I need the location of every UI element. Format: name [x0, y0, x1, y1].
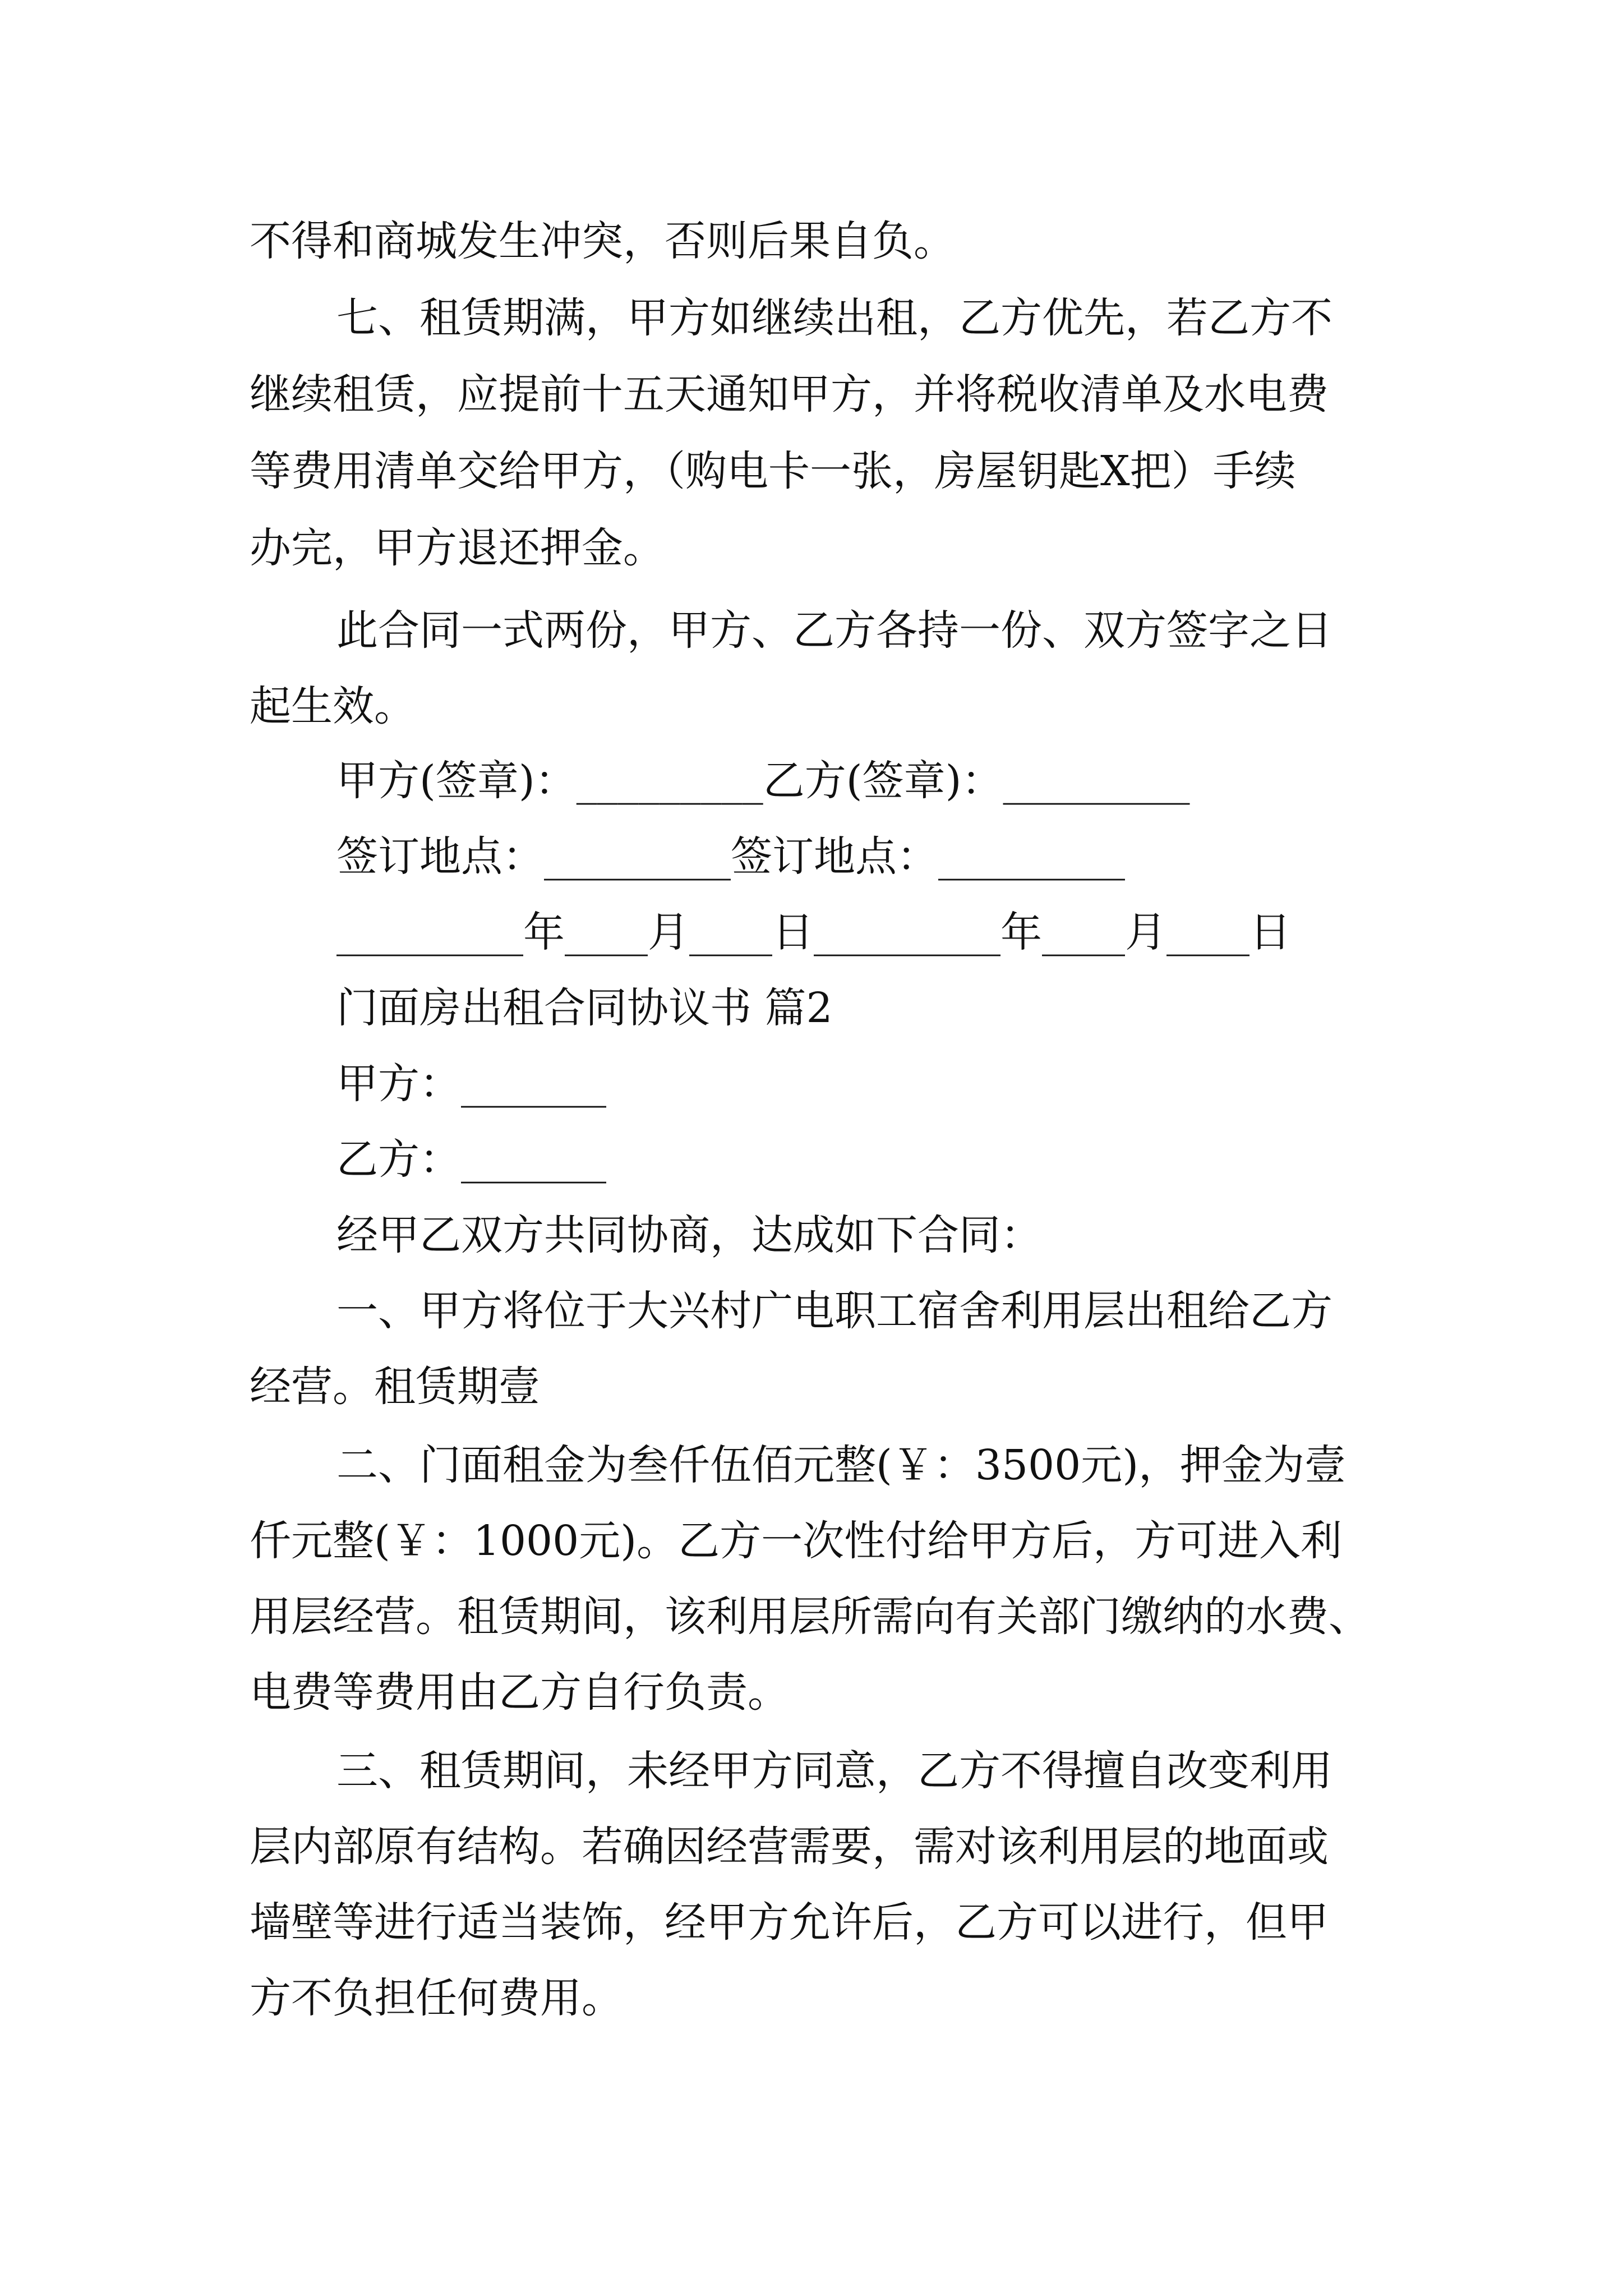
text-line: 仟元整(￥：1000元)。乙方一次性付给甲方后，方可进入利 [250, 1517, 1343, 1565]
text-line: 墙壁等进行适当装饰，经甲方允许后，乙方可以进行，但甲 [250, 1898, 1329, 1947]
text-line: 办完，甲方退还押金。 [250, 524, 665, 572]
text-line: 等费用清单交给甲方，（购电卡一张，房屋钥匙X把）手续 [250, 447, 1296, 495]
party-b-line: 乙方：_______ [336, 1135, 606, 1184]
sign-location-line: 签订地点：_________签订地点：_________ [336, 832, 1125, 881]
party-a-line: 甲方：_______ [336, 1060, 606, 1108]
section-title: 门面房出租合同协议书 篇2 [336, 984, 833, 1032]
text-line: 电费等费用由乙方自行负责。 [250, 1668, 789, 1717]
text-line: 方不负担任何费用。 [250, 1974, 623, 2022]
text-line: 经甲乙双方共同协商，达成如下合同： [336, 1211, 1042, 1259]
text-line: 层内部原有结构。若确因经营需要，需对该利用层的地面或 [250, 1823, 1329, 1871]
text-line: 继续租赁，应提前十五天通知甲方，并将税收清单及水电费 [250, 370, 1329, 418]
text-line: 一、甲方将位于大兴村广电职工宿舍利用层出租给乙方 [336, 1287, 1332, 1335]
signature-line: 甲方(签章)：_________乙方(签章)：_________ [336, 757, 1190, 805]
date-line: _________年____月____日_________年____月____日 [336, 908, 1291, 956]
text-line: 此合同一式两份，甲方、乙方各持一份、双方签字之日 [336, 606, 1332, 655]
text-line: 经营。租赁期壹 [250, 1363, 540, 1411]
text-line: 三、租赁期间，未经甲方同意，乙方不得擅自改变利用 [336, 1747, 1332, 1795]
text-line: 二、门面租金为叁仟伍佰元整(￥：3500元)，押金为壹 [336, 1441, 1347, 1489]
text-line: 不得和商城发生冲突，否则后果自负。 [250, 217, 955, 265]
text-line: 用层经营。租赁期间，该利用层所需向有关部门缴纳的水费、 [250, 1593, 1370, 1641]
text-line: 七、租赁期满，甲方如继续出租，乙方优先，若乙方不 [336, 294, 1332, 342]
text-line: 起生效。 [250, 682, 416, 730]
